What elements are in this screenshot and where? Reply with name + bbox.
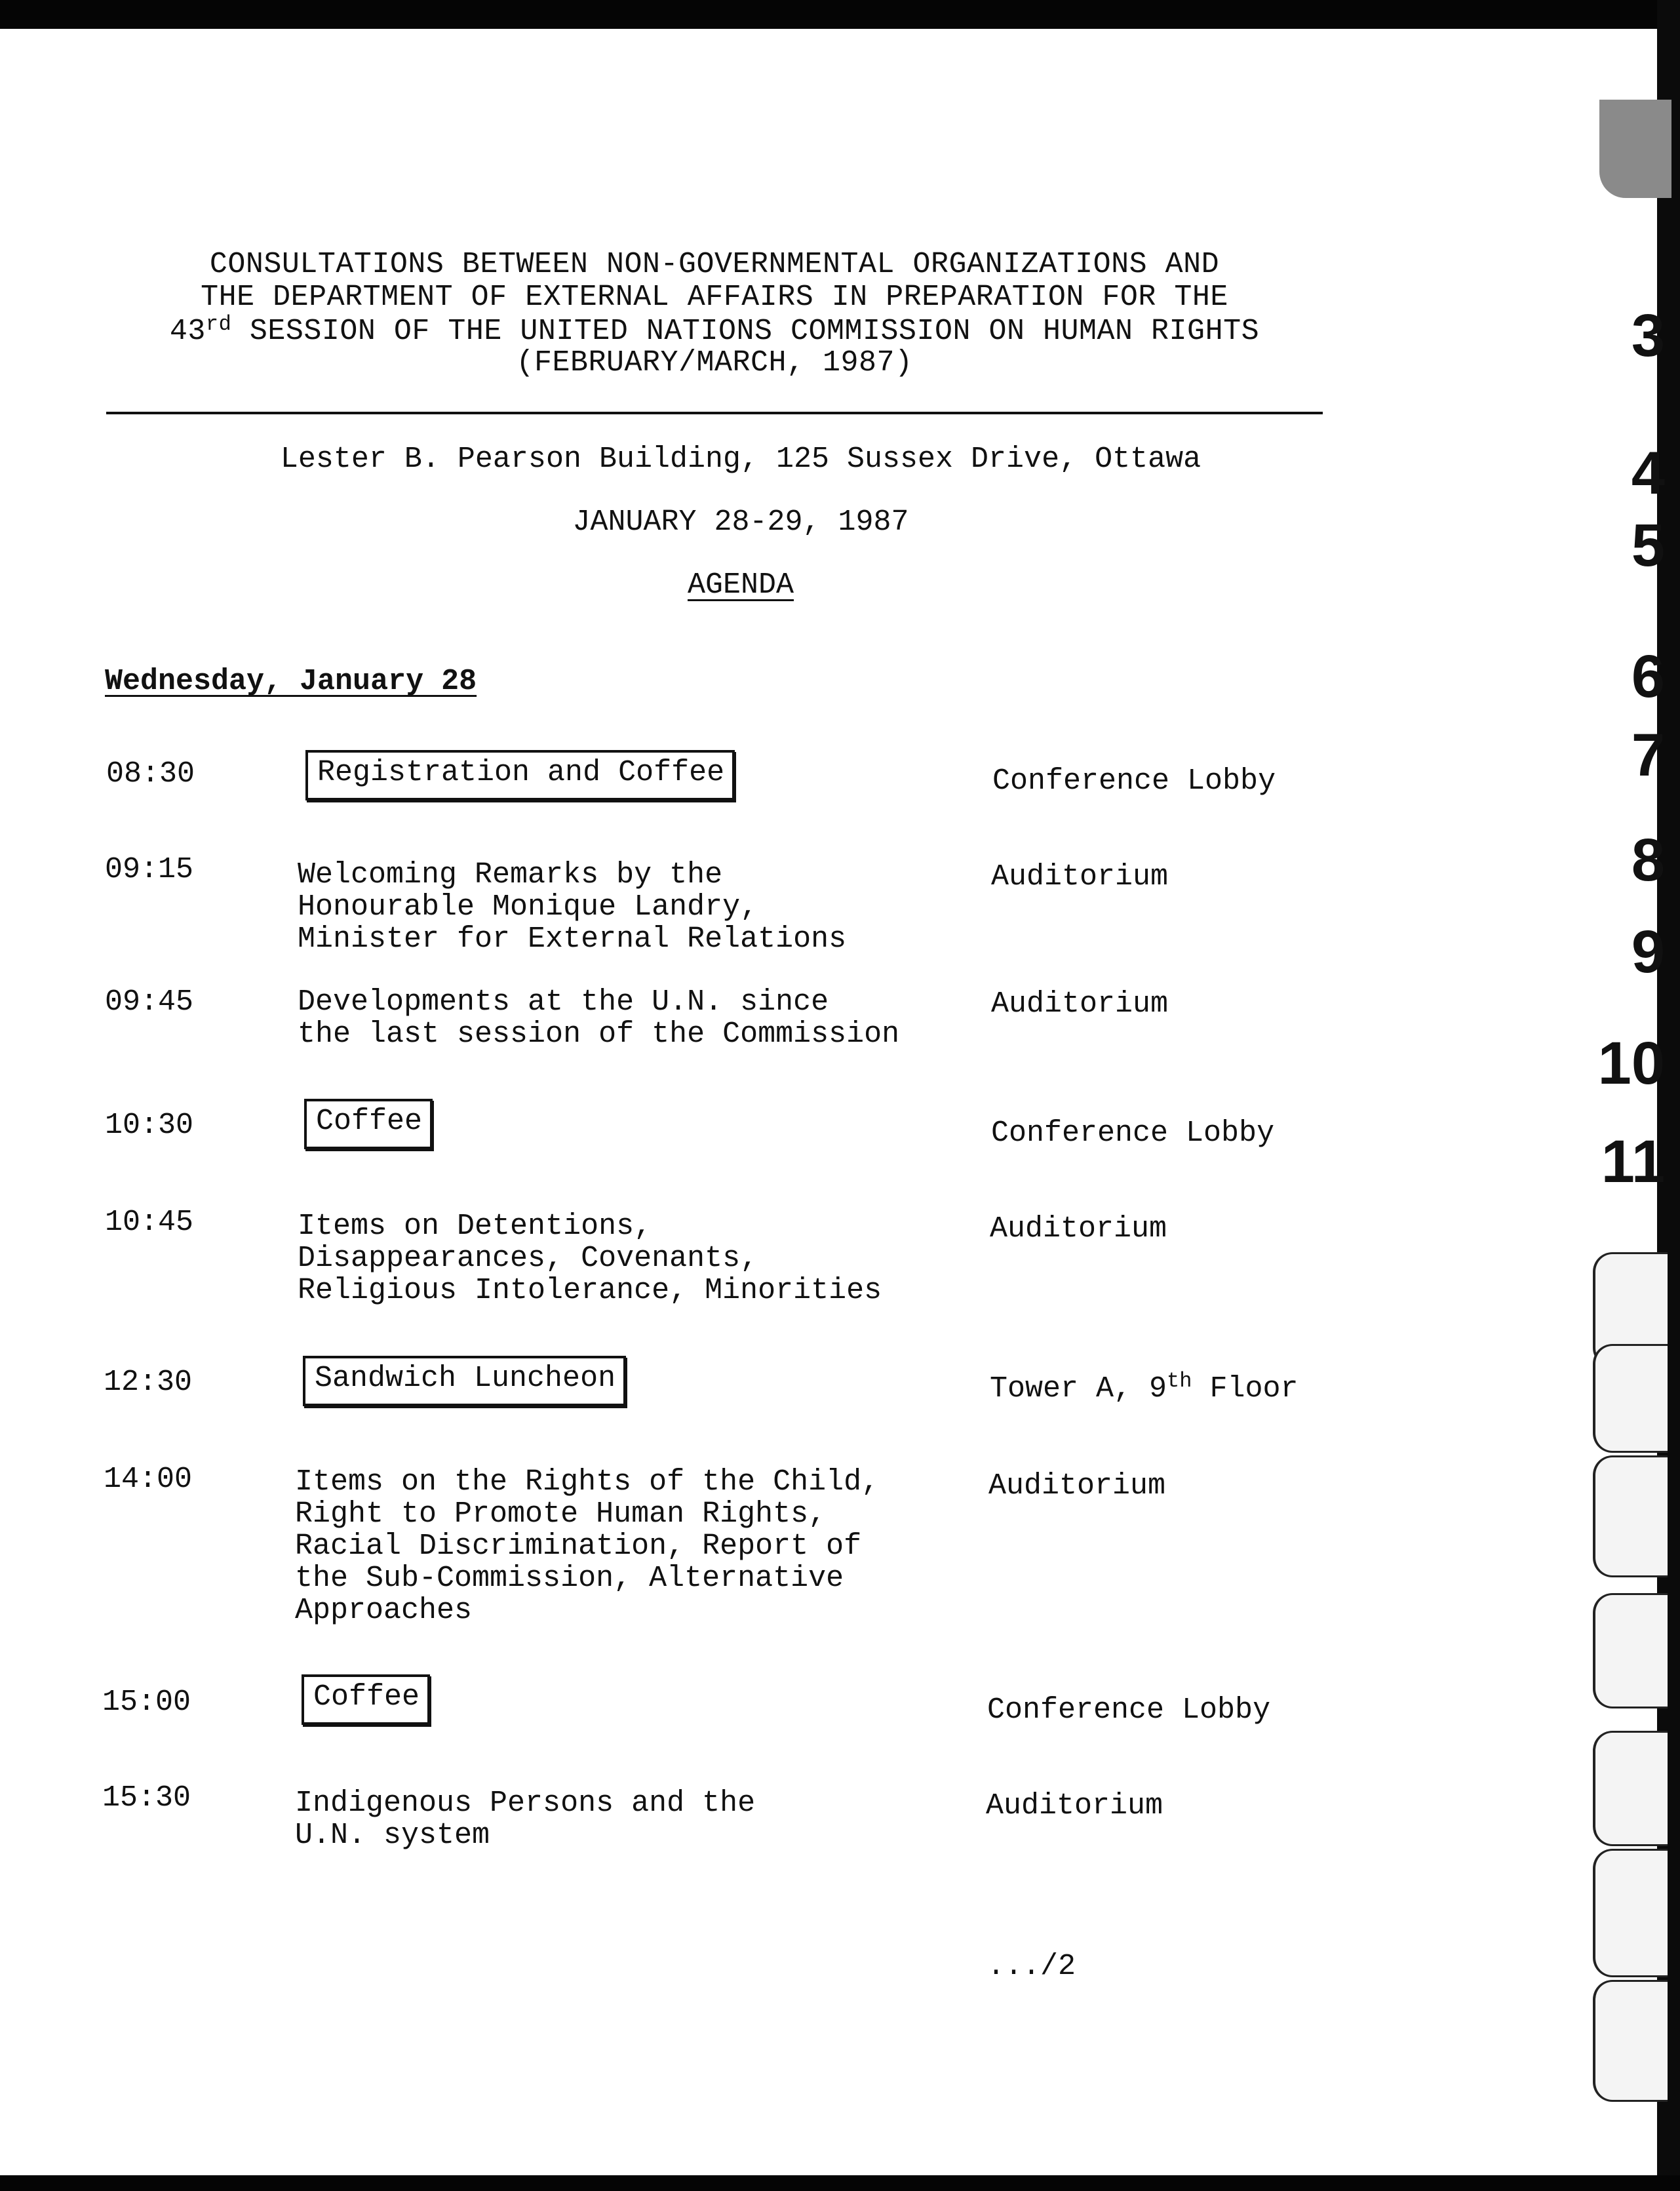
event-dates: JANUARY 28-29, 1987 bbox=[572, 505, 909, 539]
row-location: Conference Lobby bbox=[992, 764, 1276, 798]
blank-tab bbox=[1593, 1455, 1668, 1577]
row-item: Indigenous Persons and the U.N. system bbox=[295, 1786, 756, 1852]
blank-tab bbox=[1593, 1849, 1668, 1977]
header-divider bbox=[106, 412, 1323, 414]
row-item-boxed: Sandwich Luncheon bbox=[303, 1356, 626, 1406]
row-time: 15:30 bbox=[102, 1781, 191, 1815]
tab-number: 7 bbox=[1631, 722, 1665, 789]
tab-number: 5 bbox=[1631, 512, 1665, 579]
tab-top-block bbox=[1599, 100, 1671, 198]
row-location: Conference Lobby bbox=[987, 1693, 1271, 1727]
row-time: 09:45 bbox=[105, 985, 194, 1019]
row-location: Auditorium bbox=[986, 1789, 1163, 1823]
row-time: 10:30 bbox=[105, 1109, 194, 1142]
row-item: Developments at the U.N. since the last session of the Commission bbox=[298, 985, 900, 1051]
row-item-boxed: Coffee bbox=[304, 1099, 433, 1149]
row-location: Auditorium bbox=[990, 1212, 1167, 1246]
row-time: 09:15 bbox=[105, 853, 194, 886]
row-item-boxed: Coffee bbox=[302, 1674, 430, 1725]
tab-number: 3 bbox=[1631, 302, 1665, 369]
row-item-boxed: Registration and Coffee bbox=[305, 750, 735, 800]
tab-number: 9 bbox=[1631, 918, 1665, 985]
row-time: 12:30 bbox=[104, 1366, 193, 1399]
header-line-4: (FEBRUARY/MARCH, 1987) bbox=[516, 346, 913, 380]
agenda-title: AGENDA bbox=[687, 568, 794, 602]
tab-number: 6 bbox=[1631, 643, 1665, 710]
row-item: Welcoming Remarks by the Honourable Monique Landry, Minister for External Relations bbox=[298, 858, 847, 956]
venue: Lester B. Pearson Building, 125 Sussex Drive, Ottawa bbox=[280, 443, 1201, 476]
page-continuation: .../2 bbox=[987, 1950, 1076, 1983]
tab-number: 11 bbox=[1601, 1128, 1665, 1195]
row-time: 14:00 bbox=[104, 1463, 193, 1496]
row-location: Auditorium bbox=[988, 1469, 1166, 1503]
header-line-3: 43rd SESSION OF THE UNITED NATIONS COMMISSION ON HUMAN RIGHTS bbox=[169, 312, 1260, 348]
row-time: 15:00 bbox=[102, 1686, 191, 1719]
row-location: Auditorium bbox=[991, 860, 1169, 894]
blank-tab bbox=[1593, 1593, 1668, 1708]
row-location: Tower A, 9th Floor bbox=[990, 1369, 1299, 1406]
blank-tab bbox=[1593, 1980, 1668, 2102]
tab-number: 10 bbox=[1597, 1030, 1665, 1097]
scan-top-border bbox=[0, 0, 1680, 29]
day-heading: Wednesday, January 28 bbox=[105, 665, 477, 698]
row-location: Conference Lobby bbox=[991, 1116, 1275, 1150]
row-item: Items on Detentions, Disappearances, Covenants, Religious Intolerance, Minorities bbox=[298, 1210, 882, 1307]
row-location: Auditorium bbox=[991, 987, 1169, 1021]
header-line-2: THE DEPARTMENT OF EXTERNAL AFFAIRS IN PREPARATION FOR THE bbox=[201, 281, 1228, 314]
tab-number: 8 bbox=[1631, 827, 1665, 894]
row-time: 10:45 bbox=[105, 1206, 194, 1239]
row-item: Items on the Rights of the Child, Right to Promote Human Rights, Racial Discrimination, Report of the Sub-Commission, Alternative Approaches bbox=[295, 1465, 880, 1627]
scan-bottom-border bbox=[0, 2175, 1680, 2191]
header-line-1: CONSULTATIONS BETWEEN NON-GOVERNMENTAL ORGANIZATIONS AND bbox=[209, 248, 1220, 281]
index-tabs bbox=[1573, 66, 1665, 2163]
blank-tab bbox=[1593, 1344, 1668, 1453]
blank-tab bbox=[1593, 1731, 1668, 1846]
row-time: 08:30 bbox=[106, 757, 195, 791]
tab-number: 4 bbox=[1631, 440, 1665, 507]
